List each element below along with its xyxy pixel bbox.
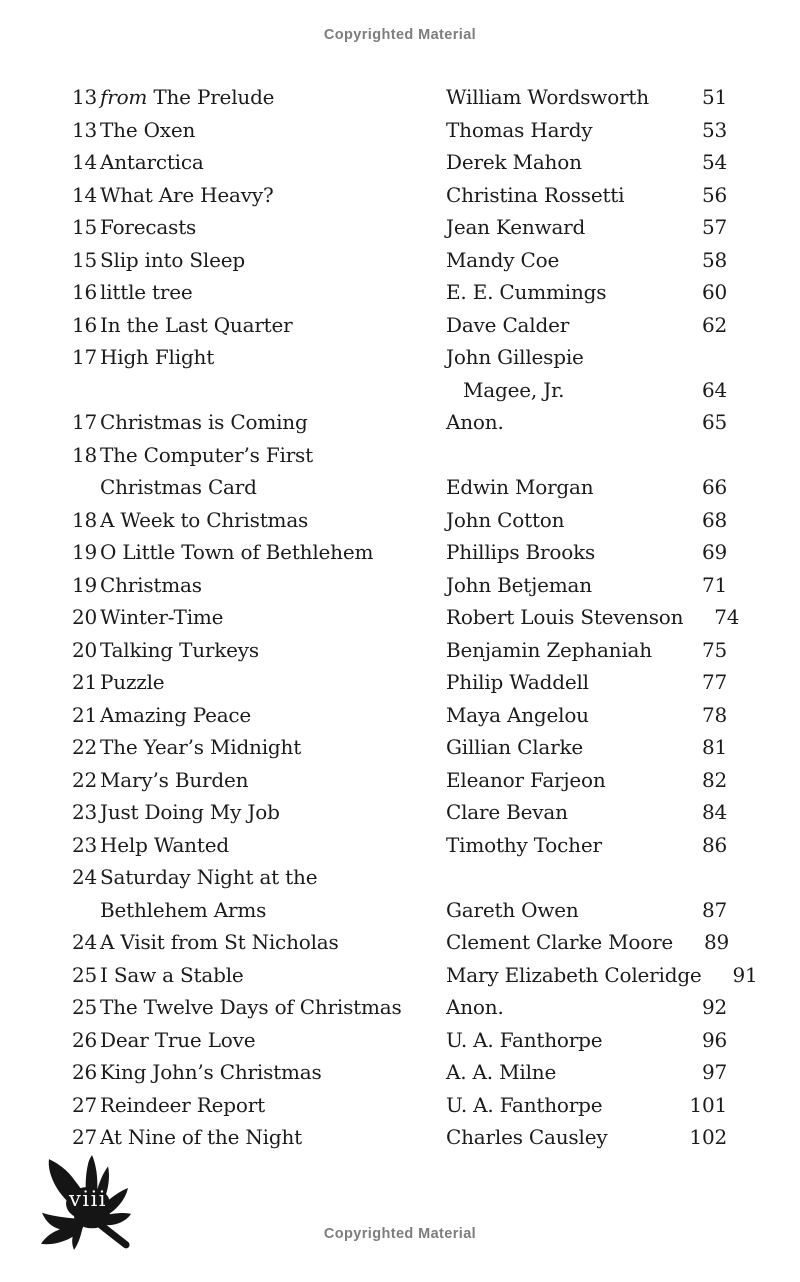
toc-entry-number: 22 — [72, 767, 98, 792]
toc-row — [72, 309, 727, 342]
toc-entry-page: 54 — [701, 150, 727, 174]
toc-entry-page: 58 — [701, 247, 727, 272]
toc-row — [72, 536, 727, 569]
toc-entry-author: Benjamin Zephaniah — [446, 637, 652, 662]
toc-entry-author: Anon. — [446, 410, 504, 434]
toc-entry-title: A Visit from St Nicholas — [100, 930, 339, 954]
toc-entry-title: In the Last Quarter — [100, 312, 293, 337]
toc-row — [72, 894, 727, 927]
toc-entry-page: 64 — [701, 377, 727, 402]
toc-row — [72, 959, 758, 992]
toc-entry-title: At Nine of the Night — [100, 1125, 302, 1149]
toc-entry-number: 25 — [72, 995, 98, 1019]
toc-entry-author: E. E. Cummings — [446, 280, 607, 304]
toc-entry-title: Antarctica — [100, 150, 204, 174]
toc-entry-page: 89 — [704, 930, 730, 954]
toc-entry-number: 16 — [72, 280, 98, 304]
toc-row — [72, 1024, 727, 1057]
toc-row — [72, 699, 727, 732]
toc-entry-title: little tree — [100, 280, 193, 304]
toc-entry-title: Just Doing My Job — [100, 800, 280, 824]
toc-entry-page: 53 — [701, 117, 727, 142]
toc-row — [72, 341, 727, 374]
toc-entry-page: 56 — [701, 182, 727, 207]
toc-entry-page: 92 — [701, 995, 727, 1019]
toc-entry-title: Saturday Night at the — [100, 865, 318, 889]
toc-row — [72, 634, 727, 667]
toc-entry-title: Forecasts — [100, 215, 197, 239]
toc-entry-author: U. A. Fanthorpe — [446, 1092, 603, 1117]
toc-entry-author: Charles Causley — [446, 1125, 608, 1149]
toc-entry-page: 75 — [701, 637, 727, 662]
toc-row — [72, 666, 727, 699]
toc-entry-page: 77 — [701, 670, 727, 694]
copyright-notice-top: Copyrighted Material — [323, 27, 477, 43]
toc-entry-author: Gareth Owen — [446, 897, 579, 922]
toc-entry-author: Philip Waddell — [446, 670, 589, 694]
toc-entry-page: 74 — [714, 605, 740, 629]
toc-entry-number — [72, 374, 100, 407]
toc-entry-page: 65 — [701, 410, 727, 434]
toc-entry-number: 19 — [72, 572, 98, 597]
toc-entry-title: A Week to Christmas — [100, 507, 309, 532]
toc-entry-number: 17 — [72, 410, 98, 434]
toc-entry-author: Dave Calder — [446, 312, 570, 337]
toc-entry-number: 23 — [72, 800, 98, 824]
toc-entry-author: Timothy Tocher — [446, 832, 602, 857]
toc-entry-author: Clare Bevan — [446, 800, 568, 824]
toc-row — [72, 861, 727, 894]
toc-entry-author: Mandy Coe — [446, 247, 560, 272]
toc-row — [72, 439, 727, 472]
toc-entry-number — [72, 894, 100, 927]
toc-entry-title-italic: from — [100, 85, 148, 109]
toc-row — [72, 244, 727, 277]
toc-entry-number: 18 — [72, 507, 98, 532]
toc-entry-title: Slip into Sleep — [100, 247, 245, 272]
toc-entry-author: John Betjeman — [446, 572, 592, 597]
toc-entry-number: 15 — [72, 247, 98, 272]
toc-entry-title: I Saw a Stable — [100, 962, 244, 987]
toc-entry-title: The Year’s Midnight — [100, 735, 302, 759]
toc-entry-page — [671, 861, 727, 894]
toc-entry-page: 86 — [701, 832, 727, 857]
toc-entry-number: 15 — [72, 215, 98, 239]
toc-entry-page: 97 — [701, 1060, 727, 1084]
toc-entry-title: Amazing Peace — [100, 702, 252, 727]
toc-row — [72, 764, 727, 797]
toc-row — [72, 731, 727, 764]
toc-entry-author: Thomas Hardy — [446, 117, 593, 142]
toc-entry-title: The Computer’s First — [100, 442, 313, 467]
toc-entry-number: 24 — [72, 865, 98, 889]
toc-entry-author: Mary Elizabeth Coleridge — [446, 962, 702, 987]
toc-entry-author: Anon. — [446, 995, 504, 1019]
toc-entry-title: from The Prelude — [100, 85, 275, 109]
toc-entry-author: Edwin Morgan — [446, 475, 594, 499]
toc-entry-page: 62 — [701, 312, 727, 337]
toc-entry-page: 57 — [701, 215, 727, 239]
toc-entry-author: William Wordsworth — [446, 85, 649, 109]
toc-entry-title: The Twelve Days of Christmas — [100, 995, 402, 1019]
toc-entry-title: Help Wanted — [100, 832, 229, 857]
toc-row — [72, 81, 727, 114]
toc-row — [72, 406, 727, 439]
toc-entry-page: 96 — [701, 1027, 727, 1052]
toc-entry-page: 78 — [701, 702, 727, 727]
toc-entry-page: 84 — [701, 800, 727, 824]
toc-entry-author: John Gillespie — [446, 345, 584, 369]
toc-entry-page: 71 — [701, 572, 727, 597]
toc-entry-author: John Cotton — [446, 507, 565, 532]
toc-entry-page: 101 — [689, 1092, 727, 1117]
toc-entry-number: 26 — [72, 1027, 98, 1052]
toc-entry-author: Magee, Jr. — [463, 377, 565, 402]
toc-entry-title: Bethlehem Arms — [100, 897, 267, 922]
copyright-notice-bottom: Copyrighted Material — [323, 1226, 477, 1242]
toc-entry-author: A. A. Milne — [446, 1060, 557, 1084]
toc-entry-author: U. A. Fanthorpe — [446, 1027, 603, 1052]
toc-entry-number: 27 — [72, 1125, 98, 1149]
toc-entry-number: 20 — [72, 637, 98, 662]
toc-row — [72, 374, 727, 407]
toc-entry-number: 22 — [72, 735, 98, 759]
toc-entry-author: Jean Kenward — [446, 215, 586, 239]
toc-row — [72, 829, 727, 862]
toc-row — [72, 796, 727, 829]
toc-entry-number: 25 — [72, 962, 98, 987]
toc-row — [72, 276, 727, 309]
toc-entry-number: 14 — [72, 182, 98, 207]
toc-entry-title: Dear True Love — [100, 1027, 256, 1052]
toc-entry-page: 69 — [701, 540, 727, 564]
toc-entry-page: 60 — [701, 280, 727, 304]
toc-row — [72, 211, 727, 244]
toc-entry-number: 13 — [72, 117, 98, 142]
page-folio-number: viii — [68, 1187, 107, 1211]
toc-entry-number: 24 — [72, 930, 98, 954]
toc-entry-number: 18 — [72, 442, 98, 467]
toc-entry-page — [671, 439, 727, 472]
toc-row — [72, 601, 740, 634]
toc-entry-author: Robert Louis Stevenson — [446, 605, 684, 629]
toc-entry-page: 51 — [701, 85, 727, 109]
toc-entry-number: 27 — [72, 1092, 98, 1117]
toc-entry-number: 13 — [72, 85, 98, 109]
toc-row — [72, 504, 727, 537]
toc-row — [72, 146, 727, 179]
toc-entry-page: 91 — [732, 962, 758, 987]
toc-entry-page: 87 — [701, 897, 727, 922]
toc-entry-number — [72, 471, 100, 504]
toc-entry-author: Clement Clarke Moore — [446, 930, 674, 954]
toc-row — [72, 569, 727, 602]
toc-row — [72, 926, 730, 959]
toc-entry-title: What Are Heavy? — [100, 182, 274, 207]
toc-row — [72, 991, 727, 1024]
toc-row — [72, 179, 727, 212]
toc-entry-number: 14 — [72, 150, 98, 174]
toc-entry-title: O Little Town of Bethlehem — [100, 540, 374, 564]
toc-entry-title: Christmas — [100, 572, 202, 597]
toc-entry-page: 102 — [689, 1125, 727, 1149]
toc-entry-page: 81 — [701, 735, 727, 759]
toc-entry-number: 23 — [72, 832, 98, 857]
toc-entry-title — [100, 374, 446, 407]
toc-entry-title: The Oxen — [100, 117, 196, 142]
toc-entry-author — [446, 439, 671, 472]
toc-entry-number: 17 — [72, 345, 98, 369]
toc-entry-number: 21 — [72, 702, 98, 727]
toc-entry-title: Christmas Card — [100, 475, 257, 499]
toc-entry-author: Phillips Brooks — [446, 540, 596, 564]
toc-entry-page: 66 — [701, 475, 727, 499]
toc-entry-number: 19 — [72, 540, 98, 564]
toc-entry-page: 68 — [701, 507, 727, 532]
toc-entry-author: Gillian Clarke — [446, 735, 584, 759]
toc-entry-title: Talking Turkeys — [100, 637, 259, 662]
toc-entry-title: Mary’s Burden — [100, 767, 249, 792]
toc-entry-number: 16 — [72, 312, 98, 337]
toc-entry-page — [671, 341, 727, 374]
toc-row — [72, 1056, 727, 1089]
table-of-contents — [72, 81, 758, 1154]
toc-entry-author — [446, 861, 671, 894]
toc-entry-author: Eleanor Farjeon — [446, 767, 606, 792]
toc-entry-title: Christmas is Coming — [100, 410, 308, 434]
toc-row — [72, 1121, 727, 1154]
toc-entry-title: King John’s Christmas — [100, 1060, 322, 1084]
toc-entry-title: Puzzle — [100, 670, 165, 694]
toc-entry-author: Maya Angelou — [446, 702, 589, 727]
toc-entry-page: 82 — [701, 767, 727, 792]
toc-entry-title: Reindeer Report — [100, 1092, 265, 1117]
toc-entry-number: 21 — [72, 670, 98, 694]
toc-entry-author: Christina Rossetti — [446, 182, 625, 207]
toc-entry-number: 26 — [72, 1060, 98, 1084]
toc-entry-author: Derek Mahon — [446, 150, 582, 174]
toc-row — [72, 1089, 727, 1122]
toc-row — [72, 114, 727, 147]
toc-entry-title: Winter-Time — [100, 605, 224, 629]
toc-row — [72, 471, 727, 504]
toc-entry-number: 20 — [72, 605, 98, 629]
toc-entry-title: High Flight — [100, 345, 215, 369]
